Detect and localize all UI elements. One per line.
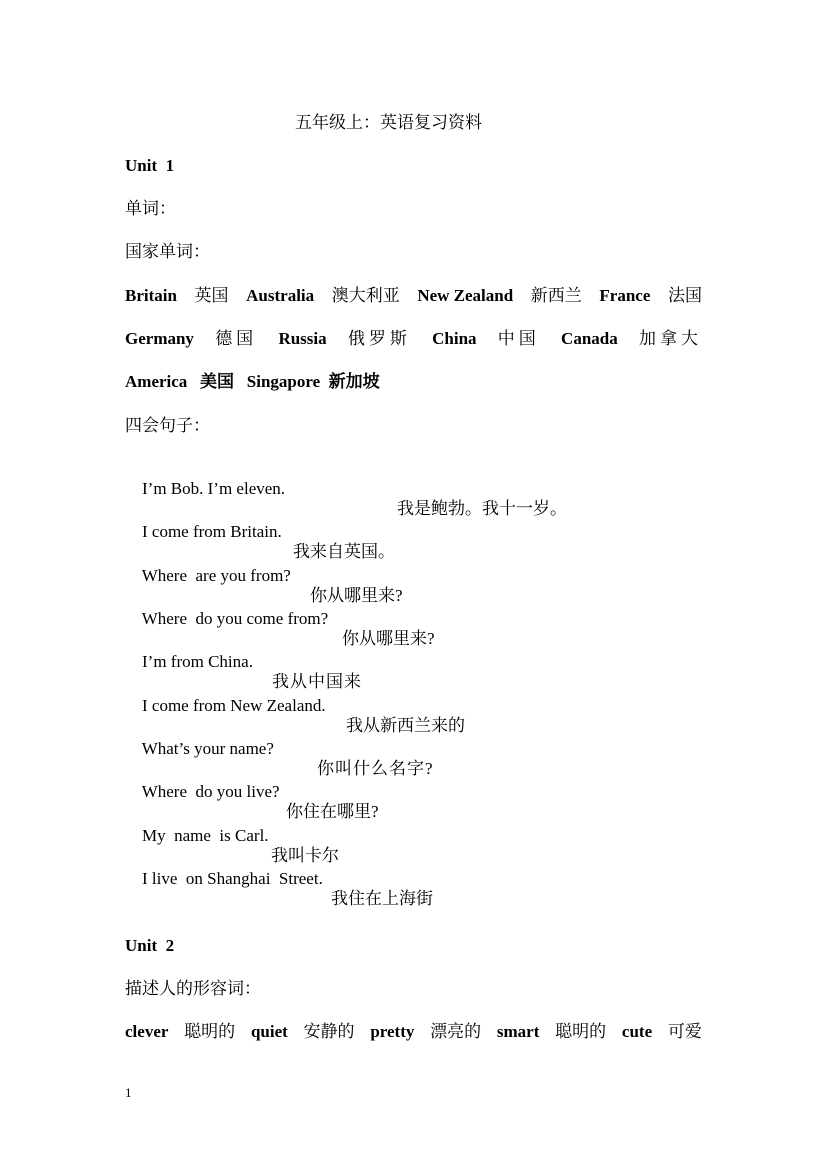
- sentence-zh: 我从新西兰来的: [346, 716, 465, 735]
- sentence-zh: 我叫卡尔: [271, 846, 339, 865]
- sentence-en: What’s your name?: [141, 739, 274, 758]
- sentence-row: [125, 589, 435, 648]
- sentence-en: Where do you come from?: [141, 609, 329, 628]
- adjective-word: quiet: [250, 1022, 288, 1041]
- country-word: China: [432, 329, 477, 348]
- sentence-zh: 我来自英国。: [293, 542, 395, 561]
- sentence-en: My name is Carl.: [142, 826, 269, 845]
- country-meaning: 加拿大: [638, 329, 702, 348]
- country-word: New Zealand: [417, 286, 514, 305]
- sentence-en: Where are you from?: [141, 566, 291, 585]
- countries-row-2: [125, 329, 702, 349]
- adjectives-row: [125, 1022, 702, 1042]
- sentence-zh: 我住在上海街: [331, 889, 433, 908]
- vocab-label: 单词：: [125, 199, 176, 218]
- sentence-zh: 你从哪里来?: [310, 586, 403, 605]
- adjectives-label: 描述人的形容词：: [125, 979, 261, 998]
- adjective-word: pretty: [370, 1022, 415, 1041]
- sentence-row: [125, 632, 362, 691]
- adjective-meaning: 安静的: [303, 1022, 355, 1041]
- adjective-word: smart: [496, 1022, 540, 1041]
- sentence-zh: 你住在哪里?: [286, 802, 379, 821]
- country-meaning: 英国: [194, 286, 229, 305]
- adjective-meaning: 漂亮的: [430, 1022, 482, 1041]
- country-meaning: 新西兰: [530, 286, 582, 305]
- sentence-zh: 你叫什么名字?: [317, 759, 434, 778]
- sentence-row: [125, 849, 433, 908]
- country-meaning: 法国: [667, 286, 702, 305]
- sentence-zh: 你从哪里来?: [342, 629, 435, 648]
- sentence-row: [125, 502, 395, 561]
- sentence-en: Where do you live?: [141, 782, 280, 801]
- country-meaning: 澳大利亚: [331, 286, 400, 305]
- page-number: 1: [125, 1085, 132, 1100]
- country-meaning: 德国: [215, 329, 258, 348]
- page-title: 五年级上：英语复习资料: [295, 113, 482, 132]
- country-meaning: 中国: [497, 329, 540, 348]
- sentence-zh: 我是鲍勃。我十一岁。: [397, 499, 567, 518]
- country-word: Australia: [246, 286, 315, 305]
- country-word: Canada: [561, 329, 618, 348]
- sentence-row: [125, 762, 379, 821]
- countries-label: 国家单词：: [125, 242, 210, 261]
- sentences-label: 四会句子：: [125, 416, 210, 435]
- adjective-word: clever: [125, 1022, 169, 1041]
- sentence-zh: 我从中国来: [272, 672, 362, 691]
- countries-row-3: America 美国 Singapore 新加坡: [125, 372, 380, 391]
- adjective-word: cute: [621, 1022, 653, 1041]
- adjective-meaning: 聪明的: [184, 1022, 236, 1041]
- country-word: Germany: [125, 329, 194, 348]
- country-word: Britain: [125, 286, 177, 305]
- unit2-heading: Unit 2: [125, 936, 175, 955]
- sentence-row: [125, 806, 339, 865]
- adjective-meaning: 聪明的: [555, 1022, 607, 1041]
- country-meaning: 俄罗斯: [347, 329, 411, 348]
- country-word: Russia: [278, 329, 327, 348]
- adjective-meaning: 可爱: [667, 1022, 702, 1041]
- sentence-en: I come from New Zealand.: [142, 696, 326, 715]
- unit1-heading: Unit 1: [125, 156, 175, 175]
- sentence-row: [125, 459, 567, 518]
- country-word: France: [599, 286, 651, 305]
- sentence-en: I’m from China.: [142, 652, 253, 671]
- sentence-en: I live on Shanghai Street.: [142, 869, 323, 888]
- sentence-en: I’m Bob. I’m eleven.: [142, 479, 286, 498]
- sentence-en: I come from Britain.: [142, 522, 282, 541]
- countries-row-1: [125, 286, 702, 306]
